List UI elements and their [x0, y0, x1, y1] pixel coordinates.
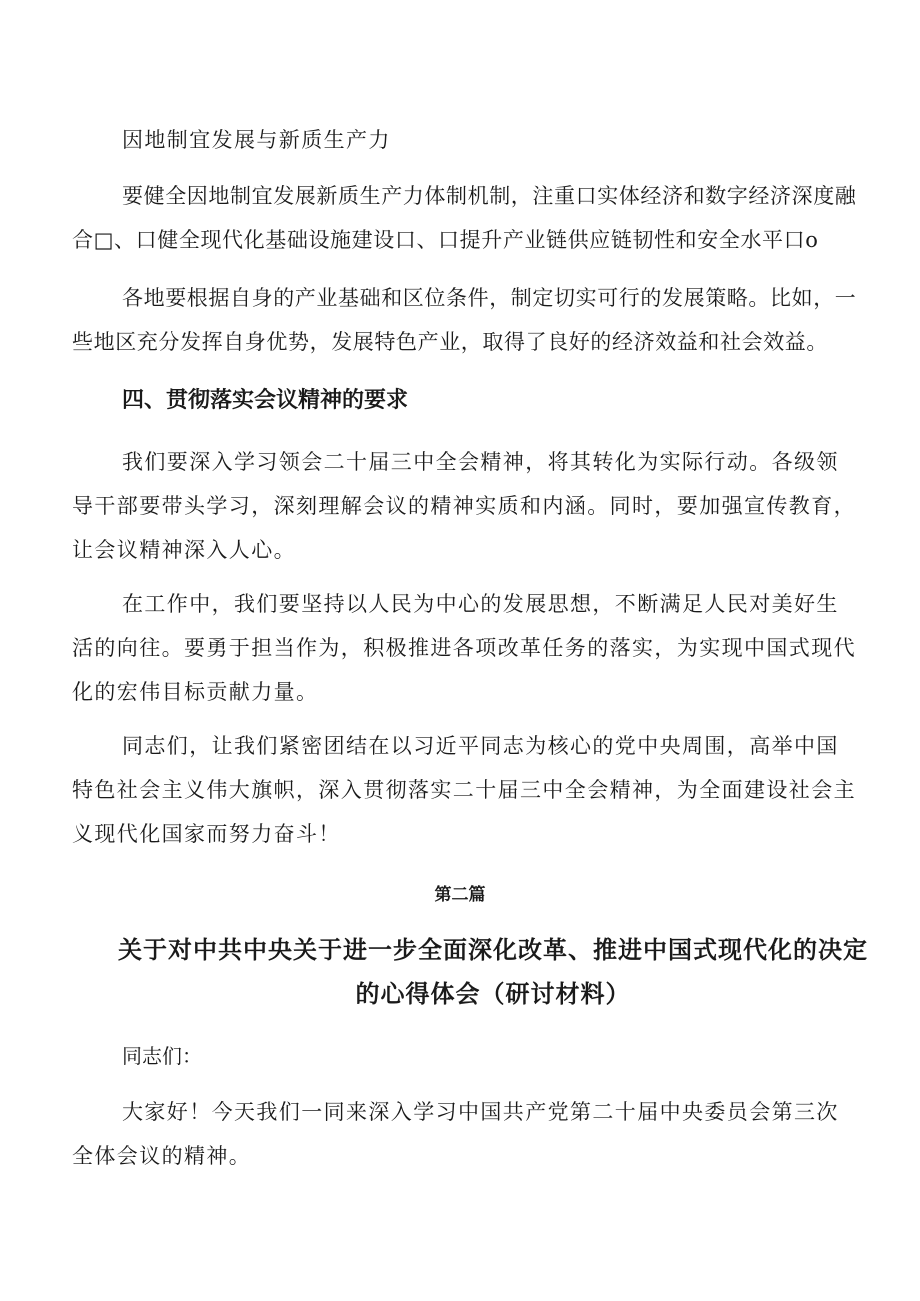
opening-paragraph: 大家好！今天我们一同来深入学习中国共产党第二十届中央委员会第三次全体会议的精神。 [72, 1100, 839, 1168]
body-paragraph: 我们要深入学习领会二十届三中全会精神，将其转化为实际行动。各级领导干部要带头学习，深刻理解会议的精神实质和内涵。同时，要加强宣传教育，让会议精神深入人心。 [72, 450, 856, 562]
document-title: 关于对中共中央关于进一步全面深化改革、推进中国式现代化的决定的心得体会（研讨材料） [118, 935, 868, 1008]
subheading-paragraph: 因地制宜发展与新质生产力 [122, 128, 391, 152]
section-heading: 四、贯彻落实会议精神的要求 [122, 388, 409, 413]
part-label: 第二篇 [434, 885, 486, 905]
body-paragraph: 要健全因地制宜发展新质生产力体制机制，注重口实体经济和数字经济深度融合□、口健全现代化基础设施建设口、口提升产业链供应链韧性和安全水平口o [72, 184, 857, 252]
salutation: 同志们： [122, 1044, 202, 1068]
body-paragraph: 在工作中，我们要坚持以人民为中心的发展思想，不断满足人民对美好生活的向往。要勇于担当作为，积极推进各项改革任务的落实，为实现中国式现代化的宏伟目标贡献力量。 [72, 592, 856, 704]
body-paragraph: 各地要根据自身的产业基础和区位条件，制定切实可行的发展策略。比如，一些地区充分发挥自身优势，发展特色产业，取得了良好的经济效益和社会效益。 [72, 286, 857, 354]
body-paragraph: 同志们，让我们紧密团结在以习近平同志为核心的党中央周围，高举中国特色社会主义伟大旗帜，深入贯彻落实二十届三中全会精神，为全面建设社会主义现代化国家而努力奋斗！ [72, 734, 856, 846]
